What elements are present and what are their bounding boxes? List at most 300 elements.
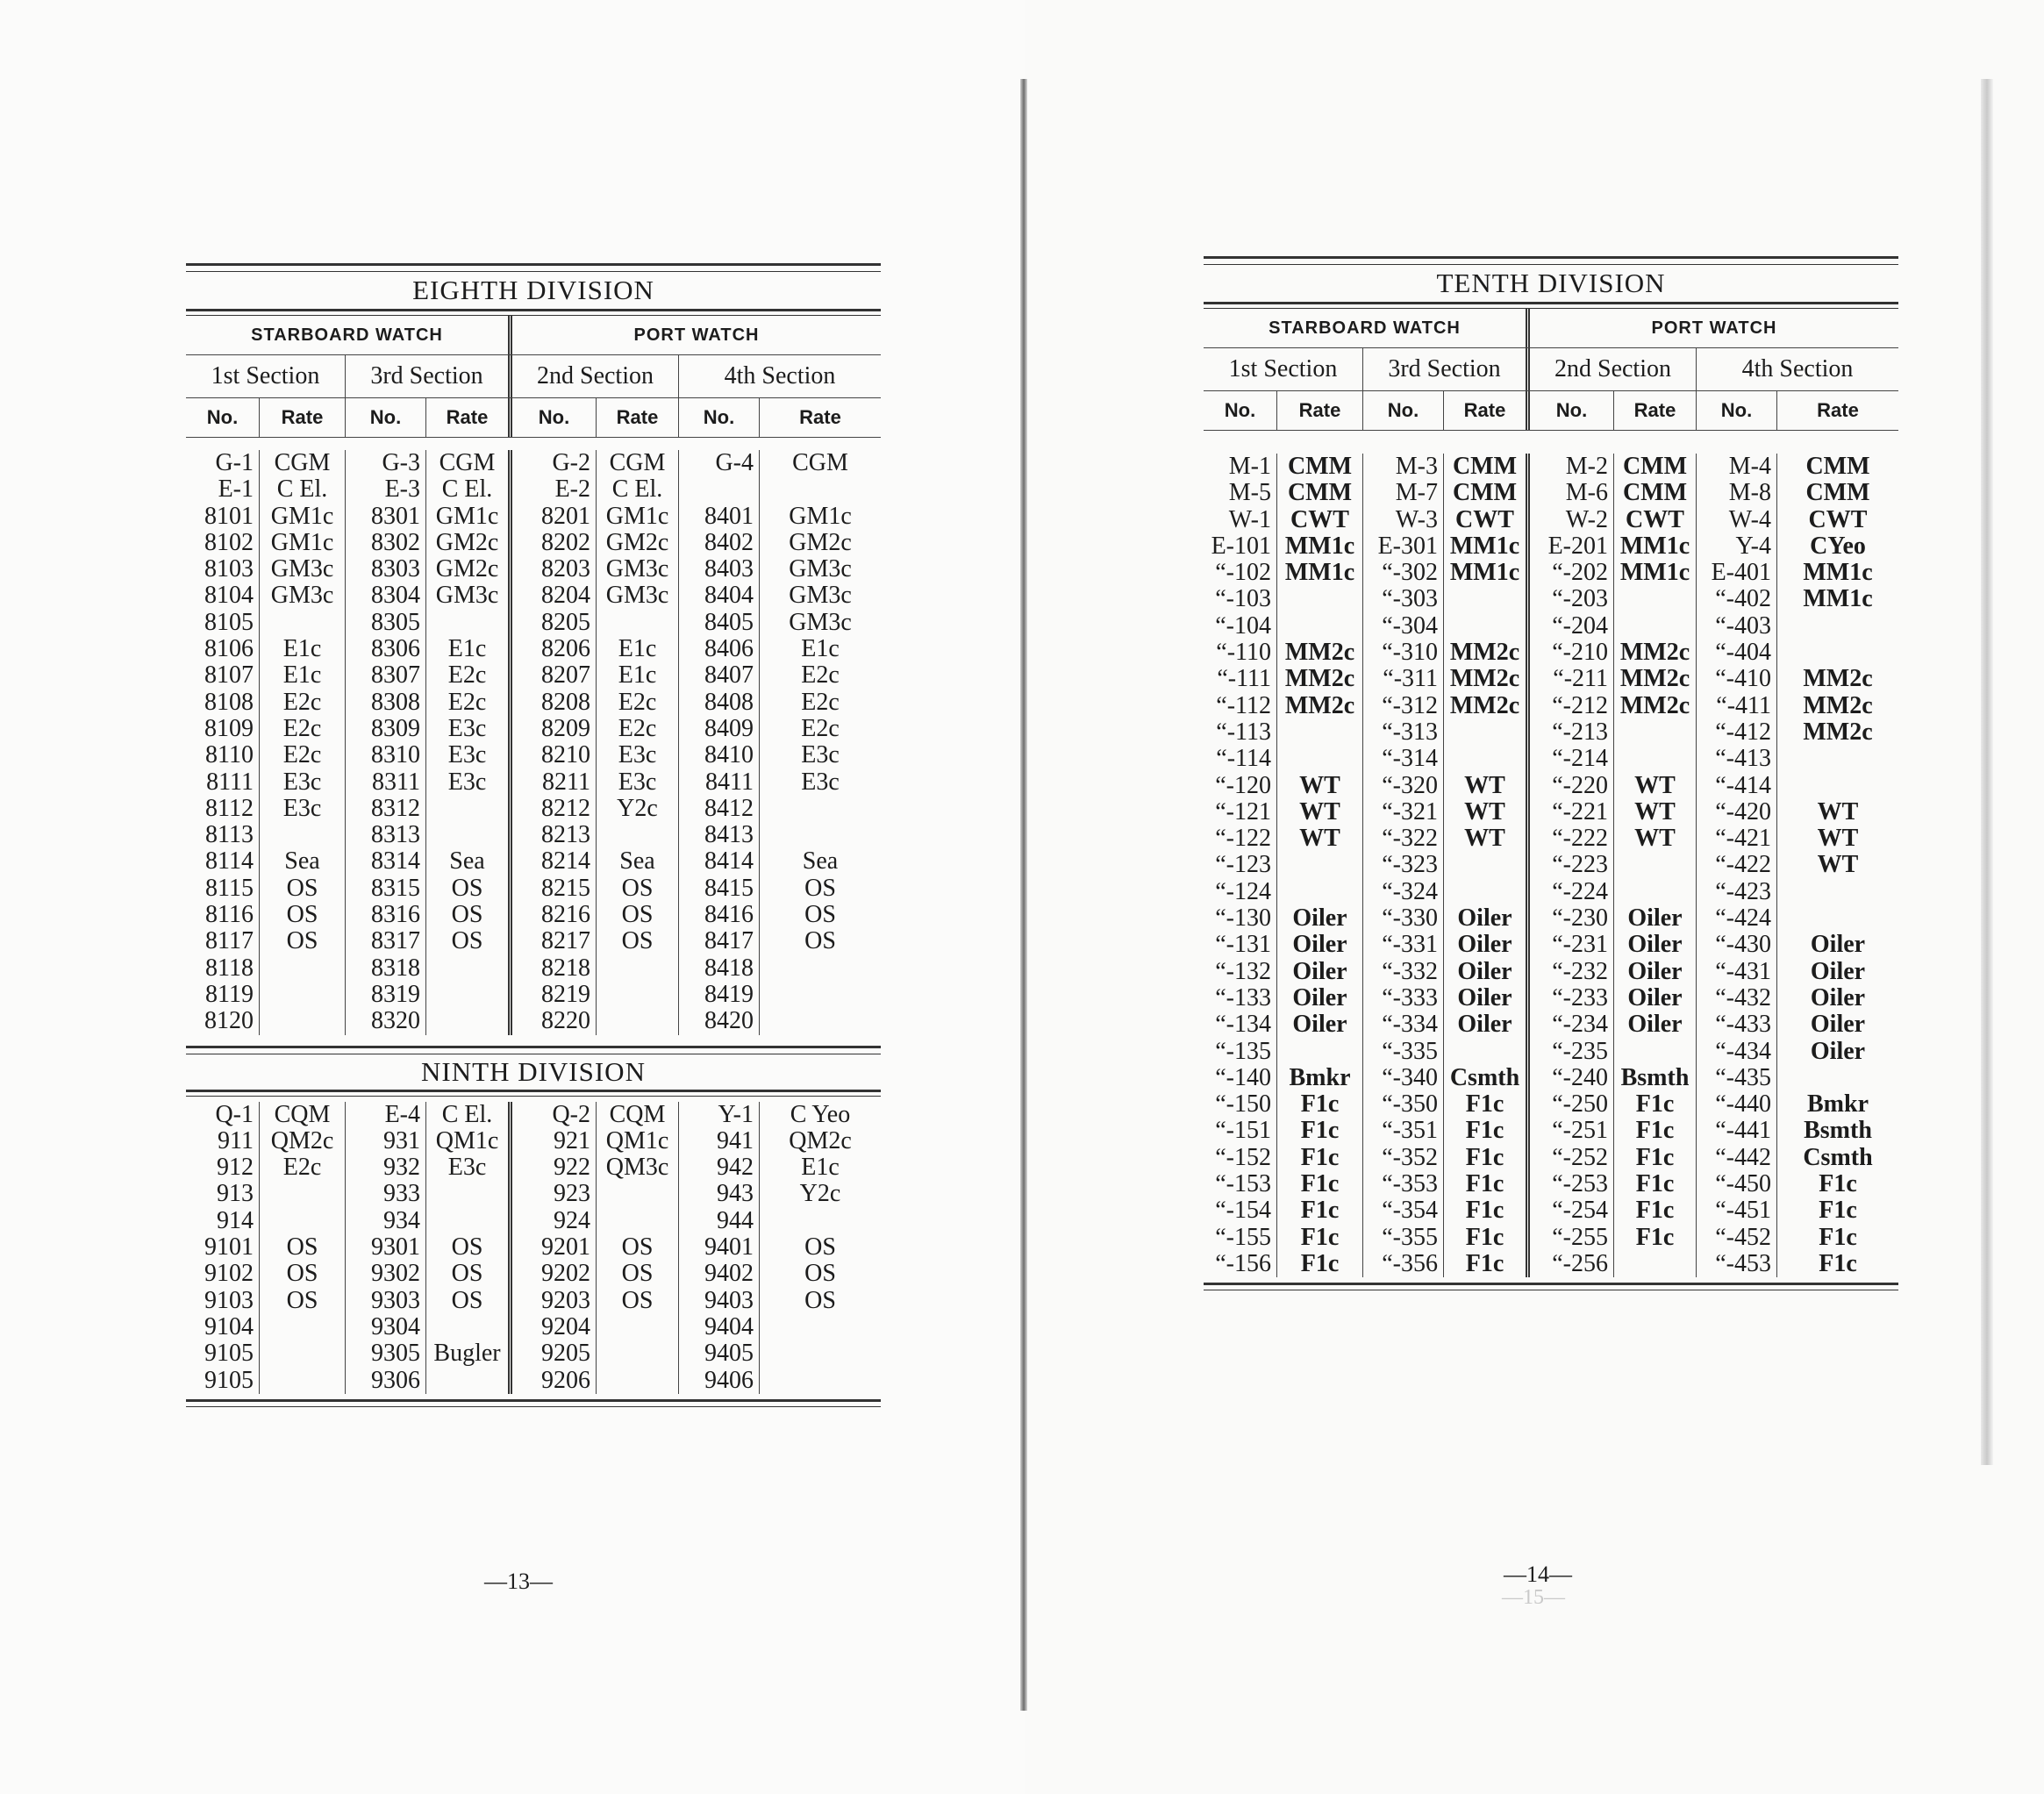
station-number-cell: 8320 [346, 1008, 426, 1034]
rate-cell: GM3c [789, 582, 852, 610]
rate-cell: F1c [1819, 1249, 1857, 1277]
station-number-cell: “-220 [1530, 773, 1614, 799]
rate-cell: F1c [1277, 1225, 1363, 1251]
rate-cell: OS [260, 1234, 346, 1261]
column-header-no: No. [1363, 391, 1444, 430]
station-number-cell: “-430 [1697, 932, 1777, 958]
station-number-cell: 941 [679, 1128, 760, 1154]
station-number-cell: 9204 [512, 1314, 597, 1340]
station-number-cell: “-322 [1363, 826, 1444, 852]
rate-cell: E2c [597, 716, 679, 742]
station-number-cell: 922 [512, 1154, 597, 1181]
rate-cell: OS [260, 902, 346, 928]
section-header: 4th Section [724, 362, 836, 390]
station-number-cell: “-441 [1697, 1118, 1777, 1144]
station-number-cell: E-201 [1530, 533, 1614, 560]
rate-cell: E2c [426, 690, 512, 716]
station-number-cell: 8112 [186, 796, 260, 822]
station-number-cell: 8201 [512, 504, 597, 530]
rate-cell [1277, 746, 1363, 772]
rate-cell: E3c [426, 742, 512, 768]
station-number-cell: “-333 [1363, 985, 1444, 1011]
rate-cell: MM1c [1614, 560, 1697, 586]
rate-cell: F1c [1444, 1197, 1530, 1224]
station-number-cell: “-451 [1697, 1197, 1777, 1224]
rate-cell [260, 982, 346, 1008]
rate-cell: Bsmth [1614, 1065, 1697, 1091]
rate-cell [1444, 852, 1530, 878]
station-number-cell: 8315 [346, 876, 426, 902]
station-number-cell: 9103 [186, 1288, 260, 1314]
rate-cell: GM3c [426, 583, 512, 609]
station-number-cell: “-152 [1204, 1145, 1277, 1171]
rate-cell: CMM [1277, 480, 1363, 506]
station-number-cell: 9306 [346, 1368, 426, 1394]
station-number-cell: 8108 [186, 690, 260, 716]
column-header-no: No. [346, 398, 426, 437]
station-number-cell: “-314 [1363, 746, 1444, 772]
station-number-cell: W-3 [1363, 507, 1444, 533]
rate-cell [1614, 879, 1697, 905]
station-number-cell: 8118 [186, 955, 260, 982]
rate-cell: CQM [260, 1102, 346, 1128]
station-number-cell: “-320 [1363, 773, 1444, 799]
station-number-cell: “-224 [1530, 879, 1614, 905]
rate-cell [426, 1181, 512, 1207]
rate-cell: OS [426, 1234, 512, 1261]
rate-cell: F1c [1614, 1225, 1697, 1251]
station-number-cell: “-211 [1530, 666, 1614, 692]
rate-cell: C El. [597, 476, 679, 503]
station-number-cell: “-102 [1204, 560, 1277, 586]
rate-cell: F1c [1614, 1171, 1697, 1197]
station-number-cell: “-103 [1204, 586, 1277, 612]
rate-cell: F1c [1819, 1170, 1857, 1198]
rate-cell: Y2c [799, 1180, 841, 1208]
rate-cell: OS [426, 928, 512, 954]
station-number-cell: “-234 [1530, 1011, 1614, 1038]
station-number-cell: “-402 [1697, 586, 1777, 612]
rate-cell [260, 610, 346, 636]
rate-cell: MM2c [1277, 666, 1363, 692]
rate-cell: WT [1817, 851, 1859, 879]
rate-cell: E2c [426, 662, 512, 689]
rate-cell: Y2c [597, 796, 679, 822]
station-number-cell: “-204 [1530, 613, 1614, 640]
rate-cell: E1c [801, 1154, 840, 1182]
station-number-cell: 8305 [346, 610, 426, 636]
station-number-cell: 8302 [346, 530, 426, 556]
rate-cell: E3c [801, 741, 840, 769]
station-number-cell: E-101 [1204, 533, 1277, 560]
rate-cell [597, 1314, 679, 1340]
rate-cell: Oiler [1444, 1011, 1530, 1038]
station-number-cell: “-410 [1697, 666, 1777, 692]
station-number-cell: “-330 [1363, 905, 1444, 932]
rate-cell [597, 1181, 679, 1207]
rate-cell [1277, 719, 1363, 746]
rate-cell: F1c [1444, 1145, 1530, 1171]
rate-cell [260, 1314, 346, 1340]
station-number-cell: “-403 [1697, 613, 1777, 640]
station-number-cell: “-104 [1204, 613, 1277, 640]
station-number-cell: “-112 [1204, 693, 1277, 719]
station-number-cell: 8212 [512, 796, 597, 822]
rate-cell: CGM [792, 449, 848, 476]
rate-cell [760, 1340, 881, 1367]
rate-cell [1614, 746, 1697, 772]
station-number-cell: 8307 [346, 662, 426, 689]
rate-cell: E3c [597, 742, 679, 768]
station-number-cell: 8411 [679, 769, 760, 796]
rate-cell: MM2c [1444, 693, 1530, 719]
rate-cell: F1c [1444, 1171, 1530, 1197]
rate-cell: QM3c [597, 1154, 679, 1181]
rate-cell: CYeo [1810, 532, 1866, 560]
column-header-no: No. [1697, 391, 1777, 430]
rate-cell [760, 476, 881, 503]
rate-cell [1444, 586, 1530, 612]
station-number-cell: 8120 [186, 1008, 260, 1034]
rate-cell: WT [1817, 797, 1859, 826]
rate-cell [597, 955, 679, 982]
rate-cell: E2c [260, 1154, 346, 1181]
station-number-cell: Y-1 [679, 1102, 760, 1128]
rate-cell: E3c [260, 796, 346, 822]
station-number-cell: 932 [346, 1154, 426, 1181]
station-number-cell: 921 [512, 1128, 597, 1154]
station-number-cell: “-304 [1363, 613, 1444, 640]
rate-cell [597, 1368, 679, 1394]
rate-cell: F1c [1614, 1145, 1697, 1171]
rate-cell: OS [597, 902, 679, 928]
rate-cell [760, 982, 881, 1008]
page-number-15-showthrough: —15— [1502, 1586, 1565, 1609]
rate-cell: F1c [1277, 1197, 1363, 1224]
station-number-cell: “-235 [1530, 1039, 1614, 1065]
rate-cell: F1c [1277, 1118, 1363, 1144]
station-number-cell: 944 [679, 1208, 760, 1234]
rate-cell: F1c [1277, 1145, 1363, 1171]
rate-cell: CMM [1277, 454, 1363, 480]
rate-cell: CMM [1614, 454, 1697, 480]
rate-cell: CWT [1444, 507, 1530, 533]
rate-cell [1444, 746, 1530, 772]
rate-cell: OS [426, 876, 512, 902]
station-number-cell: “-256 [1530, 1251, 1614, 1277]
station-number-cell: M-7 [1363, 480, 1444, 506]
rate-cell [426, 1368, 512, 1394]
station-number-cell: 9304 [346, 1314, 426, 1340]
station-number-cell: “-323 [1363, 852, 1444, 878]
station-number-cell: 8119 [186, 982, 260, 1008]
rate-cell [1444, 613, 1530, 640]
station-number-cell: 9202 [512, 1261, 597, 1287]
station-number-cell: 8209 [512, 716, 597, 742]
station-number-cell: 8409 [679, 716, 760, 742]
station-number-cell: “-422 [1697, 852, 1777, 878]
station-number-cell: 8314 [346, 848, 426, 875]
station-number-cell: “-313 [1363, 719, 1444, 746]
station-number-cell: 8309 [346, 716, 426, 742]
station-number-cell: 9105 [186, 1340, 260, 1367]
rate-cell: E3c [260, 769, 346, 796]
rate-cell: E1c [260, 636, 346, 662]
rate-cell: WT [1614, 799, 1697, 826]
rate-cell: OS [426, 1261, 512, 1287]
station-number-cell: 8301 [346, 504, 426, 530]
rate-cell: WT [1277, 799, 1363, 826]
station-number-cell: “-334 [1363, 1011, 1444, 1038]
station-number-cell: 8215 [512, 876, 597, 902]
eighth-division-title: EIGHTH DIVISION [412, 275, 654, 305]
station-number-cell: 8204 [512, 583, 597, 609]
rate-cell: MM2c [1614, 666, 1697, 692]
rate-cell: OS [804, 1233, 836, 1262]
station-number-cell: E-2 [512, 476, 597, 503]
column-header-rate: Rate [426, 398, 512, 437]
station-number-cell: “-310 [1363, 640, 1444, 666]
station-number-cell: M-1 [1204, 454, 1277, 480]
rate-cell: OS [597, 1261, 679, 1287]
station-number-cell: “-252 [1530, 1145, 1614, 1171]
station-number-cell: “-303 [1363, 586, 1444, 612]
station-number-cell: 8404 [679, 583, 760, 609]
station-number-cell: 934 [346, 1208, 426, 1234]
rate-cell: OS [426, 1288, 512, 1314]
rate-cell: CWT [1277, 507, 1363, 533]
rate-cell [1444, 879, 1530, 905]
rate-cell: MM1c [1803, 559, 1873, 587]
station-number-cell: “-431 [1697, 959, 1777, 985]
station-number-cell: W-2 [1530, 507, 1614, 533]
station-number-cell: 8417 [679, 928, 760, 954]
station-number-cell: 8413 [679, 822, 760, 848]
station-number-cell: “-253 [1530, 1171, 1614, 1197]
rate-cell [1777, 1065, 1898, 1091]
station-number-cell: “-150 [1204, 1091, 1277, 1118]
station-number-cell: 8202 [512, 530, 597, 556]
rate-cell [1277, 586, 1363, 612]
rate-cell: CGM [260, 450, 346, 476]
rate-cell: GM2c [426, 556, 512, 583]
rate-cell: E2c [260, 742, 346, 768]
station-number-cell: 923 [512, 1181, 597, 1207]
station-number-cell: 8402 [679, 530, 760, 556]
column-header-rate: Rate [1444, 391, 1530, 430]
rate-cell: GM1c [426, 504, 512, 530]
station-number-cell: “-331 [1363, 932, 1444, 958]
rate-cell: Oiler [1614, 1011, 1697, 1038]
station-number-cell: Q-1 [186, 1102, 260, 1128]
rate-cell: Oiler [1810, 957, 1866, 985]
rate-cell: WT [1444, 826, 1530, 852]
station-number-cell: 8106 [186, 636, 260, 662]
station-number-cell: M-5 [1204, 480, 1277, 506]
rate-cell: Oiler [1810, 931, 1866, 959]
rate-cell [760, 796, 881, 822]
rate-cell: E3c [801, 768, 840, 796]
rate-cell [1614, 852, 1697, 878]
station-number-cell: 8318 [346, 955, 426, 982]
station-number-cell: “-113 [1204, 719, 1277, 746]
eighth-division-table [186, 263, 881, 1407]
port-watch-header: PORT WATCH [633, 325, 760, 345]
rate-cell [1614, 586, 1697, 612]
rate-cell: C El. [426, 1102, 512, 1128]
rate-cell: MM2c [1803, 691, 1873, 719]
station-number-cell: “-420 [1697, 799, 1777, 826]
rate-cell [760, 1208, 881, 1234]
rate-cell [260, 822, 346, 848]
rate-cell [426, 796, 512, 822]
station-number-cell: “-132 [1204, 959, 1277, 985]
rate-cell: Sea [597, 848, 679, 875]
station-number-cell: M-8 [1697, 480, 1777, 506]
station-number-cell: “-424 [1697, 905, 1777, 932]
rate-cell: CMM [1444, 454, 1530, 480]
rate-cell [1614, 1039, 1697, 1065]
rate-cell [760, 1008, 881, 1034]
station-number-cell: 8313 [346, 822, 426, 848]
rate-cell: OS [597, 876, 679, 902]
station-number-cell: G-1 [186, 450, 260, 476]
station-number-cell: “-302 [1363, 560, 1444, 586]
rate-cell: F1c [1614, 1091, 1697, 1118]
station-number-cell: W-1 [1204, 507, 1277, 533]
rate-cell: WT [1444, 799, 1530, 826]
station-number-cell: 9203 [512, 1288, 597, 1314]
rate-cell: CMM [1805, 453, 1870, 480]
column-header-rate: Rate [1817, 399, 1859, 421]
station-number-cell: 8220 [512, 1008, 597, 1034]
station-number-cell: “-154 [1204, 1197, 1277, 1224]
station-number-cell: 8115 [186, 876, 260, 902]
rate-cell [1277, 1039, 1363, 1065]
rate-cell: CGM [597, 450, 679, 476]
rate-cell: OS [260, 928, 346, 954]
column-header-rate: Rate [799, 406, 841, 428]
rate-cell [260, 1368, 346, 1394]
rate-cell [1777, 773, 1898, 799]
station-number-cell: E-4 [346, 1102, 426, 1128]
rate-cell: WT [1277, 826, 1363, 852]
station-number-cell: G-3 [346, 450, 426, 476]
station-number-cell: “-140 [1204, 1065, 1277, 1091]
rate-cell [426, 982, 512, 1008]
rate-cell: Oiler [1277, 1011, 1363, 1038]
rate-cell: E2c [801, 688, 840, 716]
rate-cell [260, 1340, 346, 1367]
rate-cell: Oiler [1614, 959, 1697, 985]
rate-cell: GM3c [789, 608, 852, 636]
station-number-cell: “-452 [1697, 1225, 1777, 1251]
rate-cell [597, 1008, 679, 1034]
station-number-cell: 8210 [512, 742, 597, 768]
station-number-cell: 8101 [186, 504, 260, 530]
rate-cell: E3c [426, 769, 512, 796]
rate-cell: GM2c [789, 528, 852, 556]
rate-cell: Sea [802, 847, 839, 876]
column-header-rate: Rate [1277, 391, 1363, 430]
station-number-cell: 8211 [512, 769, 597, 796]
station-number-cell: M-6 [1530, 480, 1614, 506]
station-number-cell: “-353 [1363, 1171, 1444, 1197]
section-header: 2nd Section [1530, 348, 1697, 390]
station-number-cell: 943 [679, 1181, 760, 1207]
rate-cell: Csmth [1444, 1065, 1530, 1091]
rate-cell: E1c [597, 662, 679, 689]
rate-cell [1444, 719, 1530, 746]
station-number-cell: 8303 [346, 556, 426, 583]
rate-cell: OS [804, 1260, 836, 1288]
rate-cell: OS [804, 1286, 836, 1314]
rate-cell [597, 982, 679, 1008]
rate-cell: CMM [1614, 480, 1697, 506]
station-number-cell: “-453 [1697, 1251, 1777, 1277]
station-number-cell: “-203 [1530, 586, 1614, 612]
rate-cell: GM3c [597, 583, 679, 609]
rate-cell: Oiler [1614, 905, 1697, 932]
rate-cell: C Yeo [790, 1100, 851, 1128]
station-number-cell: 8203 [512, 556, 597, 583]
station-number-cell: 9305 [346, 1340, 426, 1367]
station-number-cell: 8312 [346, 796, 426, 822]
rate-cell: MM2c [1803, 718, 1873, 746]
rate-cell: QM2c [260, 1128, 346, 1154]
rate-cell: E1c [426, 636, 512, 662]
station-number-cell: 9206 [512, 1368, 597, 1394]
station-number-cell: 8304 [346, 583, 426, 609]
rate-cell [760, 1368, 881, 1394]
station-number-cell: 8218 [512, 955, 597, 982]
station-number-cell: “-435 [1697, 1065, 1777, 1091]
rate-cell: MM1c [1277, 533, 1363, 560]
rate-cell [1277, 613, 1363, 640]
rate-cell [1444, 1039, 1530, 1065]
rate-cell: E2c [260, 690, 346, 716]
rate-cell: GM1c [260, 504, 346, 530]
rate-cell [597, 1340, 679, 1367]
station-number-cell: “-111 [1204, 666, 1277, 692]
rate-cell: F1c [1819, 1197, 1857, 1225]
station-number-cell: “-412 [1697, 719, 1777, 746]
station-number-cell: “-233 [1530, 985, 1614, 1011]
rate-cell: GM3c [260, 583, 346, 609]
station-number-cell: “-121 [1204, 799, 1277, 826]
station-number-cell: 8109 [186, 716, 260, 742]
rate-cell: MM2c [1614, 693, 1697, 719]
rate-cell: GM2c [426, 530, 512, 556]
section-header: 1st Section [1204, 348, 1363, 390]
station-number-cell: 8311 [346, 769, 426, 796]
rate-cell: OS [597, 928, 679, 954]
station-number-cell: “-134 [1204, 1011, 1277, 1038]
rate-cell: E1c [801, 635, 840, 663]
station-number-cell: 8207 [512, 662, 597, 689]
section-header: 4th Section [1741, 355, 1854, 382]
station-number-cell: 8418 [679, 955, 760, 982]
station-number-cell: “-120 [1204, 773, 1277, 799]
station-number-cell: “-130 [1204, 905, 1277, 932]
station-number-cell: “-131 [1204, 932, 1277, 958]
rate-cell: MM2c [1614, 640, 1697, 666]
column-header-no: No. [512, 398, 597, 437]
station-number-cell: “-321 [1363, 799, 1444, 826]
station-number-cell: 8105 [186, 610, 260, 636]
station-number-cell: 8110 [186, 742, 260, 768]
station-number-cell: 8316 [346, 902, 426, 928]
